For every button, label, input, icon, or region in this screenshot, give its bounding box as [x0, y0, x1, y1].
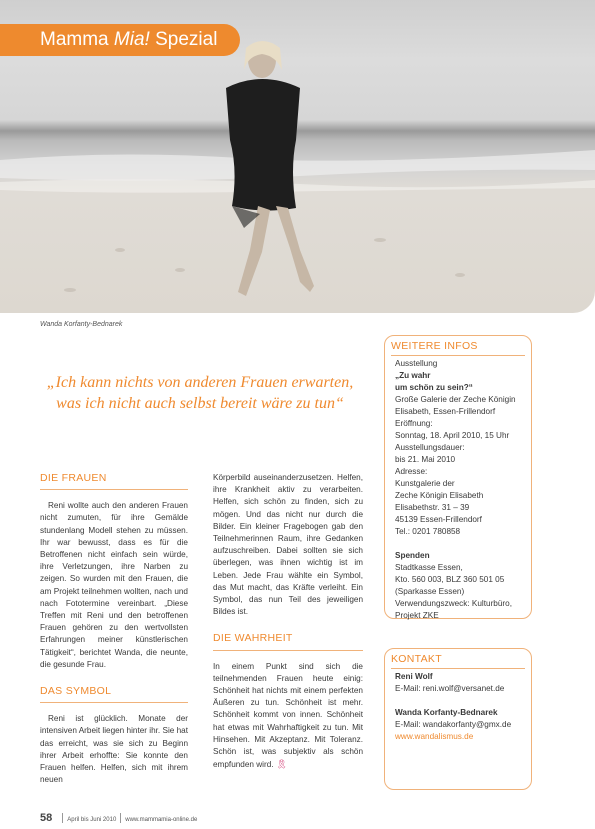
header-title-rest: Spezial: [155, 29, 218, 50]
info-line: Große Galerie der Zeche Königin: [395, 395, 516, 404]
donation-line: Kto. 560 003, BLZ 360 501 05: [395, 575, 505, 584]
donation-line: Stadtkasse Essen,: [395, 563, 463, 572]
section-heading-die-frauen: DIE FRAUEN: [40, 472, 188, 490]
donation-line: Verwendungszweck: Kulturbüro,: [395, 599, 512, 608]
donation-line: Projekt ZKE: [395, 611, 439, 620]
section-heading-das-symbol: DAS SYMBOL: [40, 685, 188, 703]
info-line: bis 21. Mai 2010: [395, 455, 456, 464]
pull-quote: „Ich kann nichts von anderen Frauen erwarten, was ich nicht auch selbst bereit wäre zu tun“: [46, 374, 354, 412]
exhibition-title-line-2: um schön zu sein?“: [395, 383, 473, 392]
section-heading-die-wahrheit: DIE WAHRHEIT: [213, 632, 363, 650]
pink-ribbon-icon: 🎗: [275, 759, 288, 770]
contact-box: [384, 648, 532, 790]
info-box: [384, 335, 532, 619]
article-column-2: [213, 472, 363, 771]
paragraph-die-wahrheit-text: In einem Punkt sind sich die teilnehmenden Frauen heute einig: Schönheit hat nichts mit einem perfekten Äußeren zu tun. Schönheit ist mehr. Schönheit kommt von innen. Schönheit hat etwas mit Wahrhaftigkeit zu tun. Mit Hinsehen. Mit Akzeptanz. Mit Toleranz. Schön ist, was subjektiv als schön empfunden wird.: [213, 661, 363, 770]
paragraph-die-frauen: Reni wollte auch den anderen Frauen nicht zumuten, für ihre Gemälde stundenlang Modell stehen zu müssen. Ihr war bewusst, dass es für die Betroffenen nicht einfach sein würde, ihre Verletzungen, ihre Narben zu zeigen. So wurden mit den Frauen, die am Projekt teilnehmen wollten, nach und nach Fototermine vereinbart. „Diese Treffen mit Reni und den betroffenen Frauen gehören zu den wertvollsten Erfahrungen meiner künstlerischen Tätigkeit“, berichtet Wanda, die neunte, die gesunde Frau.: [40, 501, 188, 669]
donation-line: (Sparkasse Essen): [395, 587, 465, 596]
info-line: Adresse:: [395, 467, 428, 476]
info-box-title: WEITERE INFOS: [391, 340, 525, 356]
paragraph-die-wahrheit: [213, 661, 363, 772]
info-line: Ausstellungsdauer:: [395, 443, 465, 452]
info-line: Ausstellung: [395, 359, 438, 368]
article-column-1: [40, 472, 188, 786]
header-title-italic: Mia!: [113, 29, 150, 50]
section-header-title: [40, 29, 217, 51]
contact-name-1: Reni Wolf: [395, 672, 433, 681]
info-line: Sonntag, 18. April 2010, 15 Uhr: [395, 431, 510, 440]
contact-box-title: KONTAKT: [391, 653, 525, 669]
issue-date: April bis Juni 2010: [67, 817, 117, 823]
footer-website[interactable]: www.mammamia-online.de: [125, 817, 198, 823]
exhibition-title-line-1: „Zu wahr: [395, 371, 431, 380]
donations-heading: Spenden: [395, 551, 430, 560]
info-line: Zeche Königin Elisabeth: [395, 491, 484, 500]
info-line: Elisabeth, Essen-Frillendorf: [395, 407, 496, 416]
photo-caption: Wanda Korfanty-Bednarek: [40, 321, 123, 328]
contact-name-2: Wanda Korfanty-Bednarek: [395, 708, 498, 717]
info-line: Tel.: 0201 780858: [395, 527, 461, 536]
header-title-plain: Mamma: [40, 29, 109, 50]
contact-email-1[interactable]: E-Mail: reni.wolf@versanet.de: [395, 684, 505, 693]
contact-email-2[interactable]: E-Mail: wandakorfanty@gmx.de: [395, 720, 512, 729]
info-line: Kunstgalerie der: [395, 479, 455, 488]
paragraph-continued: Körperbild auseinanderzusetzen. Helfen, ihre Krankheit aktiv zu verarbeiten. Helfen, sich schön zu finden, sich zu mögen. Und das nicht nur durch die Bilder. Ein kleiner Fragebogen gab den Teilnehmerinnen Raum, ihre Gedanken aufzuschreiben. Dabei sollten sie sich überlegen, was ihnen wichtig ist im Leben. Jede Frau wählte ein Symbol, das Mut macht, das Kräfte verleiht. Ein Symbol, das nun Teil des jeweiligen Bildes ist.: [213, 473, 363, 617]
info-line: 45139 Essen-Frillendorf: [395, 515, 482, 524]
page-footer: [40, 812, 197, 824]
page-number: 58: [40, 812, 53, 824]
info-line: Eröffnung:: [395, 419, 433, 428]
contact-website-link[interactable]: www.wandalismus.de: [395, 732, 474, 741]
info-line: Elisabethstr. 31 – 39: [395, 503, 470, 512]
paragraph-das-symbol: Reni ist glücklich. Monate der intensiven Arbeit liegen hinter ihr. Sie hat das erreicht, was sie sich zu Beginn ihrer Arbeit erhoffte: Sie konnte den Frauen helfen. Helfen, sich mit ihrem neuen: [40, 714, 188, 785]
